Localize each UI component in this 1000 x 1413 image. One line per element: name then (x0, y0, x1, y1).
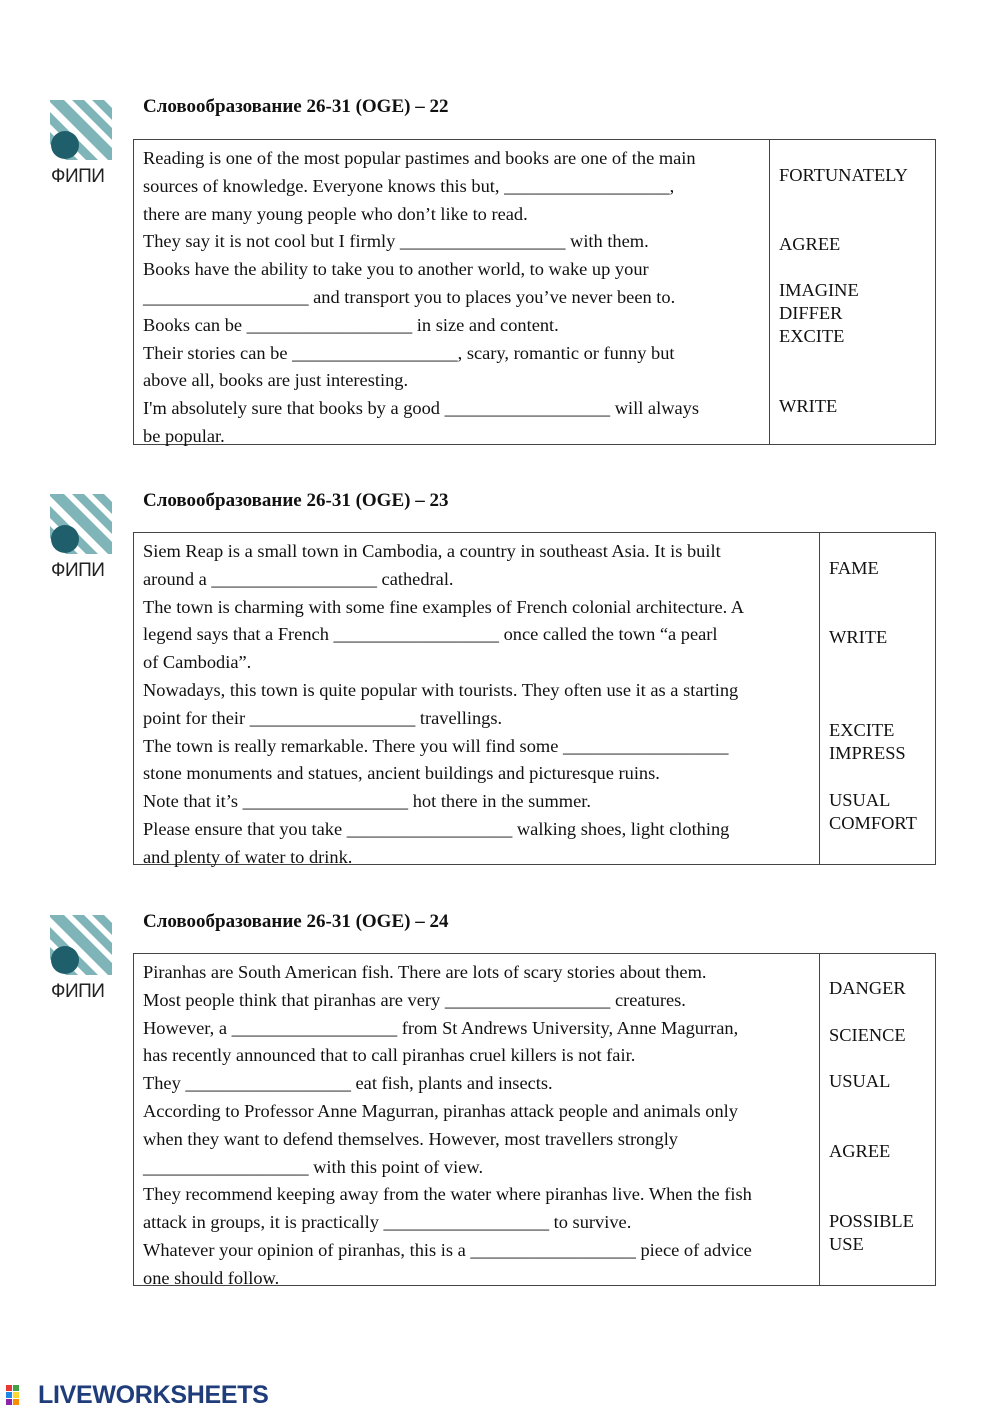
base-word: EXCITE (779, 326, 845, 346)
base-word: AGREE (829, 1141, 891, 1161)
text-line: around a __________________ cathedral. (143, 568, 454, 589)
word-list (770, 140, 935, 444)
section-title: Словообразование 26-31 (OGE) – 22 (143, 96, 449, 117)
text-line: when they want to defend themselves. However, most travellers strongly (143, 1128, 679, 1149)
text-line: Their stories can be __________________, scary, romantic or funny but (143, 342, 675, 363)
text-line: __________________ with this point of view. (143, 1156, 484, 1177)
text-line: Most people think that piranhas are very __________________ creatures. (143, 989, 686, 1010)
text-line: Reading is one of the most popular pastimes and books are one of the main (143, 148, 696, 168)
text-line: Note that it’s __________________ hot there in the summer. (143, 791, 591, 812)
base-word: FORTUNATELY (779, 165, 908, 185)
text-line: has recently announced that to call piranhas cruel killers is not fair. (143, 1045, 636, 1066)
base-word: WRITE (779, 396, 838, 416)
fipi-logo (50, 100, 114, 192)
word-list (820, 533, 935, 864)
text-line: According to Professor Anne Magurran, piranhas attack people and animals only (143, 1100, 738, 1121)
text-line: one should follow. (143, 1267, 280, 1288)
text-line: stone monuments and statues, ancient buildings and picturesque ruins. (143, 763, 660, 784)
fipi-logo-text: ФИПИ (51, 560, 105, 581)
liveworksheets-mark-icon (6, 1382, 36, 1408)
text-line: be popular. (143, 425, 225, 446)
task-box (133, 139, 936, 445)
base-word: USUAL (829, 790, 891, 810)
task-text (134, 140, 770, 444)
text-line: The town is really remarkable. There you will find some __________________ (143, 735, 729, 756)
text-line: However, a __________________ from St Andrews University, Anne Magurran, (143, 1017, 739, 1038)
base-word: DANGER (829, 978, 906, 998)
liveworksheets-brand: LIVEWORKSHEETS (38, 1380, 269, 1409)
base-word: USUAL (829, 1071, 891, 1091)
task-text (134, 954, 820, 1288)
liveworksheets-logo[interactable] (6, 1380, 269, 1410)
section-title: Словообразование 26-31 (OGE) – 24 (143, 911, 449, 932)
fipi-emblem-icon (50, 100, 114, 164)
base-word: SCIENCE (829, 1025, 906, 1045)
base-word: IMPRESS (829, 743, 906, 763)
section-title: Словообразование 26-31 (OGE) – 23 (143, 490, 449, 511)
fipi-logo (50, 494, 114, 586)
base-word: AGREE (779, 234, 841, 254)
task-box (133, 953, 936, 1286)
base-word: COMFORT (829, 813, 917, 833)
text-line: Siem Reap is a small town in Cambodia, a country in southeast Asia. It is built (143, 541, 721, 561)
base-word: DIFFER (779, 303, 843, 323)
base-word: WRITE (829, 627, 888, 647)
fipi-logo-text: ФИПИ (51, 981, 105, 1002)
text-line: of Cambodia”. (143, 652, 252, 673)
text-line: Piranhas are South American fish. There are lots of scary stories about them. (143, 962, 707, 982)
text-line: __________________ and transport you to places you’ve never been to. (143, 286, 676, 307)
text-line: They say it is not cool but I firmly __________________ with them. (143, 231, 649, 252)
base-word: POSSIBLE (829, 1211, 914, 1231)
base-word: USE (829, 1234, 864, 1254)
text-line: Books can be __________________ in size and content. (143, 314, 559, 335)
base-word: EXCITE (829, 720, 895, 740)
text-line: They __________________ eat fish, plants and insects. (143, 1073, 553, 1094)
text-line: Books have the ability to take you to another world, to wake up your (143, 259, 649, 280)
text-line: They recommend keeping away from the water where piranhas live. When the fish (143, 1184, 752, 1205)
text-line: sources of knowledge. Everyone knows this but, __________________, (143, 175, 675, 196)
text-line: Please ensure that you take __________________ walking shoes, light clothing (143, 818, 730, 839)
fipi-logo-text: ФИПИ (51, 166, 105, 187)
text-line: legend says that a French __________________ once called the town “a pearl (143, 624, 718, 645)
fipi-logo (50, 915, 114, 1007)
text-line: point for their __________________ travellings. (143, 707, 503, 728)
text-line: above all, books are just interesting. (143, 370, 409, 391)
task-box (133, 532, 936, 865)
base-word: FAME (829, 558, 879, 578)
text-line: attack in groups, it is practically __________________ to survive. (143, 1212, 632, 1233)
fipi-emblem-icon (50, 915, 114, 979)
text-line: Nowadays, this town is quite popular with tourists. They often use it as a starting (143, 679, 739, 700)
text-line: there are many young people who don’t like to read. (143, 203, 528, 224)
task-text (134, 533, 820, 867)
text-line: Whatever your opinion of piranhas, this is a __________________ piece of advice (143, 1239, 752, 1260)
fipi-emblem-icon (50, 494, 114, 558)
text-line: I'm absolutely sure that books by a good __________________ will always (143, 398, 699, 419)
word-list (820, 954, 935, 1285)
text-line: The town is charming with some fine examples of French colonial architecture. A (143, 596, 745, 617)
base-word: IMAGINE (779, 280, 859, 300)
text-line: and plenty of water to drink. (143, 846, 353, 867)
